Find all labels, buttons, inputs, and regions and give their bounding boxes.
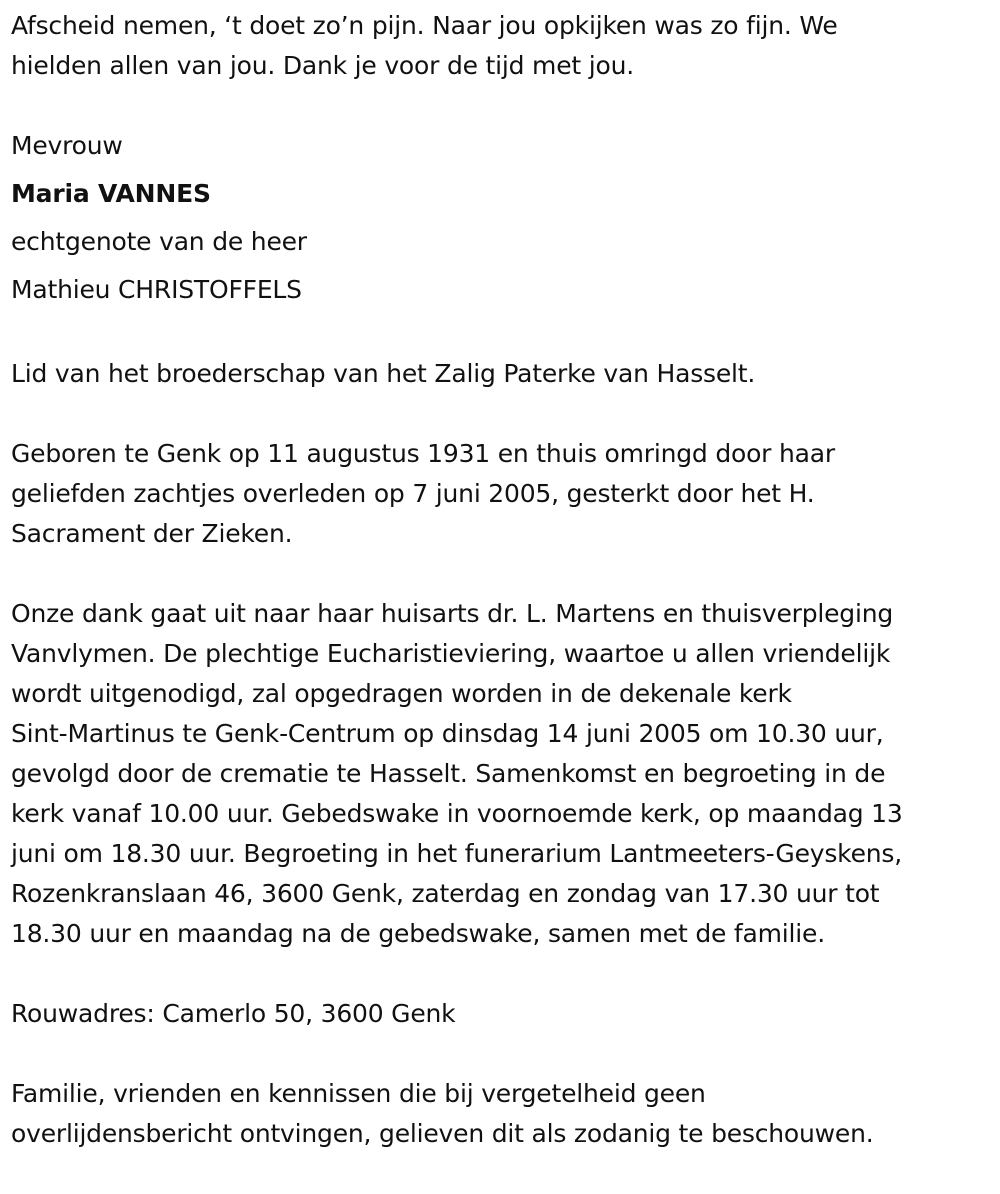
ceremony-line: Sint-Martinus te Genk-Centrum op dinsdag 14 juni 2005 om 10.30 uur, xyxy=(11,719,884,748)
obituary-document xyxy=(11,6,986,1194)
closing-line: Familie, vrienden en kennissen die bij vergetelheid geen xyxy=(11,1079,706,1108)
ceremony-paragraph xyxy=(11,594,986,954)
mourning-address: Rouwadres: Camerlo 50, 3600 Genk xyxy=(11,999,456,1028)
ceremony-line: Rozenkranslaan 46, 3600 Genk, zaterdag en zondag van 17.30 uur tot xyxy=(11,879,880,908)
ceremony-line: kerk vanaf 10.00 uur. Gebedswake in voornoemde kerk, op maandag 13 xyxy=(11,799,903,828)
birth-death-line: geliefden zachtjes overleden op 7 juni 2005, gesterkt door het H. xyxy=(11,479,815,508)
closing-line: overlijdensbericht ontvingen, gelieven dit als zodanig te beschouwen. xyxy=(11,1119,874,1148)
ceremony-line: 18.30 uur en maandag na de gebedswake, samen met de familie. xyxy=(11,919,825,948)
relation-text: echtgenote van de heer xyxy=(11,227,307,256)
salutation: Mevrouw xyxy=(11,131,123,160)
ceremony-line: Onze dank gaat uit naar haar huisarts dr. L. Martens en thuisverpleging xyxy=(11,599,894,628)
ceremony-line: Vanvlymen. De plechtige Eucharistieviering, waartoe u allen vriendelijk xyxy=(11,639,891,668)
birth-death-line: Geboren te Genk op 11 augustus 1931 en thuis omringd door haar xyxy=(11,439,835,468)
address-paragraph xyxy=(11,994,986,1034)
membership-paragraph xyxy=(11,354,986,394)
intro-verse xyxy=(11,6,986,86)
birth-death-paragraph xyxy=(11,434,986,554)
membership-line: Lid van het broederschap van het Zalig Paterke van Hasselt. xyxy=(11,359,756,388)
birth-death-line: Sacrament der Zieken. xyxy=(11,519,293,548)
closing-paragraph xyxy=(11,1074,986,1154)
ceremony-line: juni om 18.30 uur. Begroeting in het funerarium Lantmeeters-Geyskens, xyxy=(11,839,902,868)
ceremony-line: wordt uitgenodigd, zal opgedragen worden in de dekenale kerk xyxy=(11,679,792,708)
intro-line: Afscheid nemen, ‘t doet zo’n pijn. Naar jou opkijken was zo fijn. We xyxy=(11,11,838,40)
spouse-name: Mathieu CHRISTOFFELS xyxy=(11,275,302,304)
ceremony-line: gevolgd door de crematie te Hasselt. Samenkomst en begroeting in de xyxy=(11,759,886,788)
intro-line: hielden allen van jou. Dank je voor de tijd met jou. xyxy=(11,51,634,80)
deceased-name-block xyxy=(11,126,986,314)
deceased-name: Maria VANNES xyxy=(11,179,211,208)
